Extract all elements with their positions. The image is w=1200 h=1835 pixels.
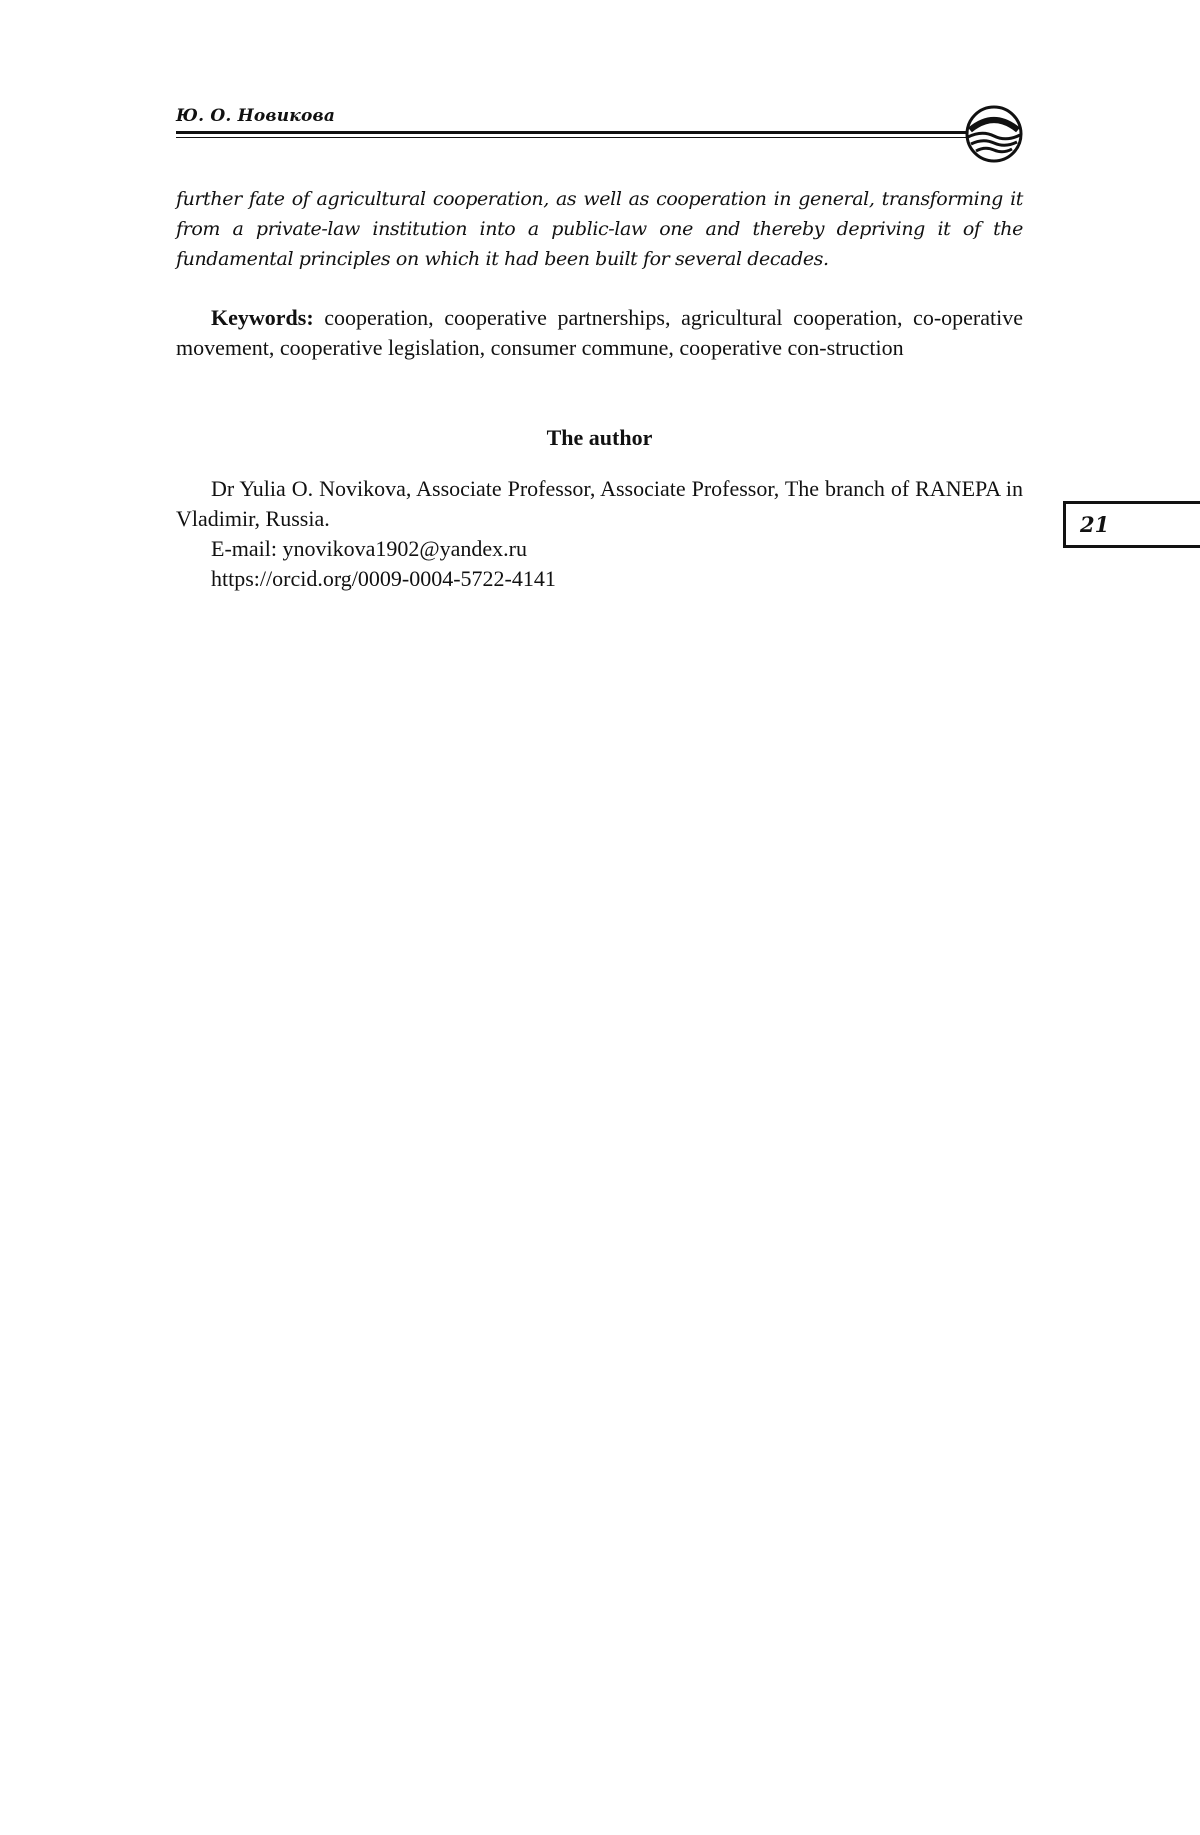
header-rule [176,131,968,134]
author-email: E-mail: ynovikova1902@yandex.ru [211,536,527,561]
author-info [176,474,1023,594]
author-bio: Dr Yulia O. Novikova, Associate Professor, Associate Professor, The branch of RANEPA in Vladimir, Russia. [176,476,1023,531]
author-heading: The author [546,425,653,450]
running-header [176,104,1022,154]
abstract-continuation: further fate of agricultural cooperation, as well as cooperation in general, transforming it from a private-law institution into a public-law one and thereby depriving it of the fundamental principles on which it had been built for several decades. [176,188,1023,270]
header-rule-thin [176,137,968,138]
page-number-box [1063,501,1200,548]
header-author: Ю. О. Новикова [176,106,336,126]
keywords-label: Keywords: [211,305,314,330]
author-orcid: https://orcid.org/0009-0004-5722-4141 [211,566,556,591]
keywords-paragraph [176,303,1023,363]
keywords-text: cooperation, cooperative partnerships, agricultural cooperation, co-operative movement, cooperative legislation, consumer commune, cooperative con-struction [176,305,1023,360]
page-number: 21 [1080,512,1110,537]
journal-logo-icon [964,104,1024,164]
